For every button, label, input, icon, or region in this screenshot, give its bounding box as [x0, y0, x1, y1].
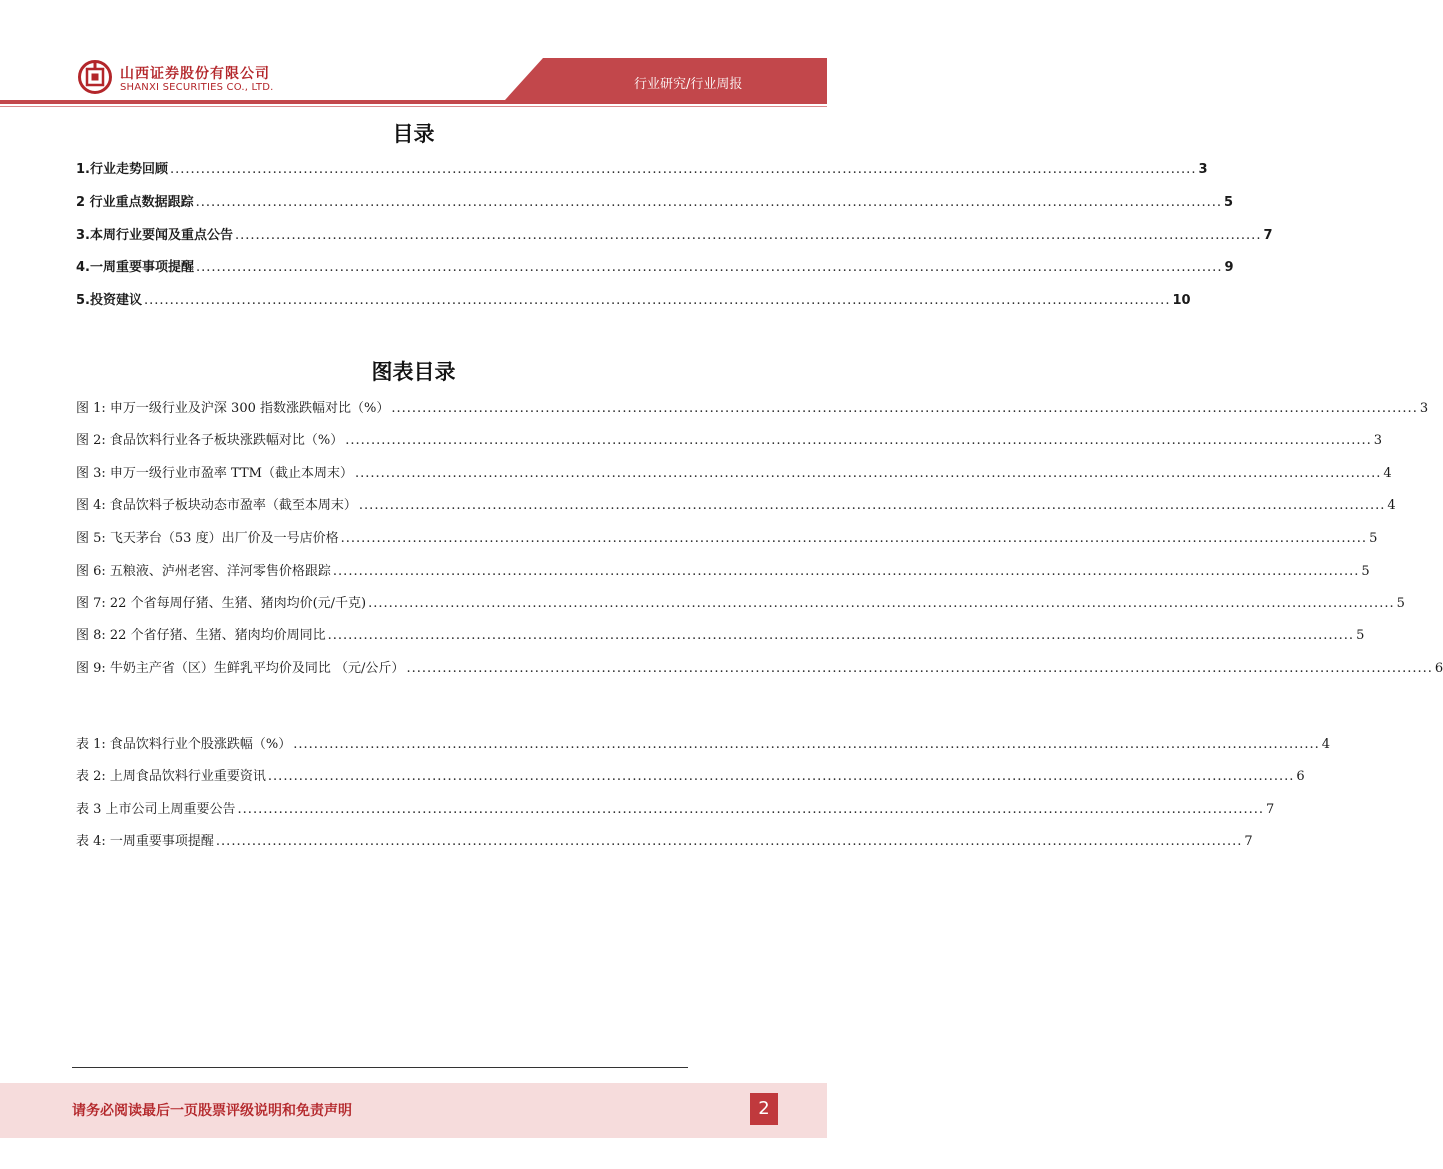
- table-entry-page: 4: [1321, 737, 1331, 752]
- table-entry-label: 表 1: 食品饮料行业个股涨跌幅（%）: [76, 737, 292, 752]
- toc-entry-label: 5.投资建议: [76, 293, 142, 308]
- figure-entry-label: 图 2: 食品饮料行业各子板块涨跌幅对比（%）: [76, 433, 344, 448]
- figure-entry[interactable]: [76, 594, 1405, 614]
- figure-entry-page: 5: [1361, 564, 1370, 579]
- table-entry[interactable]: [76, 800, 1275, 820]
- table-entry-page: 6: [1296, 769, 1305, 784]
- figure-entry-label: 图 3: 申万一级行业市盈率 TTM（截止本周末）: [76, 466, 353, 481]
- company-name-en: SHANXI SECURITIES CO., LTD.: [120, 82, 274, 93]
- figure-entry-page: 5: [1396, 596, 1405, 611]
- figure-entry-page: 5: [1356, 628, 1365, 643]
- disclaimer-text: 请务必阅读最后一页股票评级说明和免责声明: [72, 1103, 352, 1119]
- header-divider-thin: [0, 106, 827, 107]
- toc-title: 目录: [392, 121, 435, 146]
- footer-divider: [72, 1067, 688, 1068]
- figure-entry-page: 5: [1369, 531, 1378, 546]
- table-entry[interactable]: [76, 832, 1253, 852]
- dot-leader: ........................................................................................................................................................................................................: [169, 162, 1197, 177]
- figure-entry[interactable]: [76, 562, 1370, 582]
- figure-entry-label: 图 1: 申万一级行业及沪深 300 指数涨跌幅对比（%）: [76, 401, 390, 416]
- figures-title: 图表目录: [371, 359, 456, 384]
- dot-leader: ........................................................................................................................................................................................................: [267, 769, 1295, 784]
- figure-entry-label: 图 5: 飞天茅台（53 度）出厂价及一号店价格: [76, 531, 339, 546]
- figure-entry[interactable]: [76, 464, 1392, 484]
- dot-leader: ........................................................................................................................................................................................................: [354, 466, 1382, 481]
- dot-leader: ........................................................................................................................................................................................................: [345, 433, 1372, 448]
- toc-entry-label: 3.本周行业要闻及重点公告: [76, 228, 233, 243]
- table-entry[interactable]: [76, 735, 1331, 755]
- company-name-cn: 山西证券股份有限公司: [120, 66, 270, 82]
- toc-entry-page: 10: [1172, 293, 1191, 308]
- dot-leader: ........................................................................................................................................................................................................: [391, 401, 1418, 416]
- table-entry-page: 7: [1244, 834, 1253, 849]
- table-entry[interactable]: [76, 767, 1305, 787]
- figure-entry-label: 图 7: 22 个省每周仔猪、生猪、猪肉均价(元/千克): [76, 596, 367, 611]
- dot-leader: ........................................................................................................................................................................................................: [195, 260, 1223, 275]
- dot-leader: ........................................................................................................................................................................................................: [293, 737, 1320, 752]
- dot-leader: ........................................................................................................................................................................................................: [358, 498, 1386, 513]
- table-entry-label: 表 2: 上周食品饮料行业重要资讯: [76, 769, 266, 784]
- toc-entry-page: 9: [1224, 260, 1234, 275]
- dot-leader: ........................................................................................................................................................................................................: [143, 293, 1171, 308]
- toc-entry[interactable]: [76, 193, 1234, 213]
- report-type-label: 行业研究/行业周报: [634, 77, 743, 92]
- figure-entry[interactable]: [76, 399, 1429, 419]
- dot-leader: ........................................................................................................................................................................................................: [332, 564, 1360, 579]
- figure-entry-label: 图 9: 牛奶主产省（区）生鲜乳平均价及同比 （元/公斤）: [76, 661, 405, 676]
- table-entry-page: 7: [1266, 802, 1275, 817]
- figure-entry-label: 图 4: 食品饮料子板块动态市盈率（截至本周末）: [76, 498, 357, 513]
- figure-entry-label: 图 8: 22 个省仔猪、生猪、猪肉均价周同比: [76, 628, 326, 643]
- company-logo-icon: [78, 60, 112, 94]
- toc-entry[interactable]: [76, 226, 1273, 246]
- table-entry-label: 表 4: 一周重要事项提醒: [76, 834, 214, 849]
- figure-entry[interactable]: [76, 659, 1443, 679]
- table-entry-label: 表 3 上市公司上周重要公告: [76, 802, 236, 817]
- toc-entry[interactable]: [76, 160, 1208, 180]
- figure-entry[interactable]: [76, 626, 1365, 646]
- figure-entry-page: 6: [1434, 661, 1443, 676]
- figure-entry-page: 4: [1387, 498, 1396, 513]
- figure-entry[interactable]: [76, 496, 1396, 516]
- toc-entry-label: 4.一周重要事项提醒: [76, 260, 194, 275]
- dot-leader: ........................................................................................................................................................................................................: [368, 596, 1395, 611]
- toc-entry-label: 2 行业重点数据跟踪: [76, 195, 194, 210]
- figure-entry[interactable]: [76, 529, 1378, 549]
- figure-entry-page: 4: [1383, 466, 1392, 481]
- figure-entry-label: 图 6: 五粮液、泸州老窖、洋河零售价格跟踪: [76, 564, 331, 579]
- dot-leader: ........................................................................................................................................................................................................: [195, 195, 1223, 210]
- toc-entry-page: 7: [1263, 228, 1273, 243]
- dot-leader: ........................................................................................................................................................................................................: [215, 834, 1243, 849]
- dot-leader: ........................................................................................................................................................................................................: [340, 531, 1368, 546]
- toc-entry[interactable]: [76, 258, 1234, 278]
- figure-entry[interactable]: [76, 431, 1383, 451]
- dot-leader: ........................................................................................................................................................................................................: [234, 228, 1262, 243]
- toc-entry[interactable]: [76, 291, 1191, 311]
- header-divider: [0, 100, 827, 104]
- dot-leader: ........................................................................................................................................................................................................: [406, 661, 1433, 676]
- toc-entry-label: 1.行业走势回顾: [76, 162, 168, 177]
- dot-leader: ........................................................................................................................................................................................................: [237, 802, 1265, 817]
- page-number: 2: [750, 1093, 778, 1125]
- figure-entry-page: 3: [1419, 401, 1429, 416]
- toc-entry-page: 5: [1224, 195, 1234, 210]
- dot-leader: ........................................................................................................................................................................................................: [327, 628, 1355, 643]
- figure-entry-page: 3: [1373, 433, 1383, 448]
- toc-entry-page: 3: [1198, 162, 1208, 177]
- page-header: [0, 0, 827, 108]
